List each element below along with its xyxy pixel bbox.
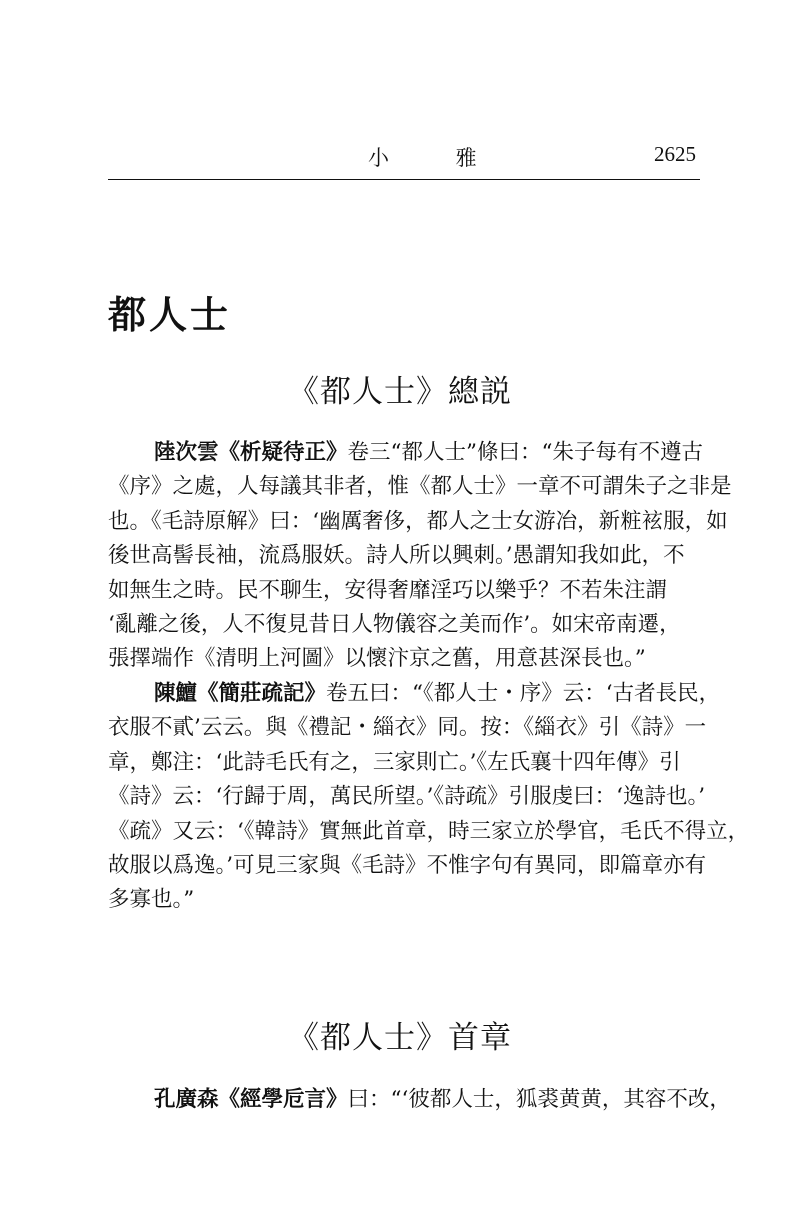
section-title-overview: 《都人士》總説 (288, 374, 512, 410)
text-line: 陸次雲《析疑待正》卷三“都人士”條曰：“朱子每有不遵古 (154, 440, 704, 465)
chapter-title: 都人士 (108, 293, 232, 337)
paragraph-lu-ciyun (108, 436, 732, 677)
header-rule (108, 179, 700, 180)
text-line: 孔廣森《經學卮言》曰：“‘彼都人士，狐裘黄黄，其容不改， (154, 1087, 731, 1112)
book-title: 《經學卮言》 (218, 1087, 348, 1112)
book-title: 《析疑待正》 (218, 440, 348, 465)
paragraph-kong-guangsen (108, 1083, 731, 1117)
text-line: 多寡也。” (108, 887, 195, 913)
text-line: 章，鄭注：‘此詩毛氏有之，三家則亡。’《左氏襄十四年傳》引 (108, 749, 681, 775)
author-name: 孔廣森 (154, 1087, 219, 1112)
text-line: 《詩》云：‘行歸于周，萬民所望。’《詩疏》引服虔曰：‘逸詩也。’ (108, 784, 706, 810)
paragraph-chen-zhan (108, 677, 750, 918)
text-line: 陳鱣《簡莊疏記》卷五曰：“《都人士・序》云：‘古者長民， (154, 681, 721, 706)
text-line: 也。《毛詩原解》曰：‘幽厲奢侈，都人之士女游冶，新粧袨服，如 (108, 508, 728, 534)
text-line: 《序》之處，人每議其非者，惟《都人士》一章不可謂朱子之非是 (108, 474, 732, 500)
text-line: 後世高髻長袖，流爲服妖。詩人所以興刺。’愚謂知我如此，不 (108, 543, 685, 569)
text-line: 故服以爲逸。’可見三家與《毛詩》不惟字句有異同，即篇章亦有 (108, 853, 707, 879)
page-number: 2625 (654, 142, 696, 166)
author-name: 陳鱣 (154, 681, 198, 706)
book-title: 《簡莊疏記》 (197, 681, 327, 706)
section-title-first-stanza: 《都人士》首章 (288, 1020, 512, 1056)
text-line: 衣服不貳’云云。與《禮記・緇衣》同。按：《緇衣》引《詩》一 (108, 715, 707, 741)
author-name: 陸次雲 (154, 440, 219, 465)
text-line: 《疏》又云：‘《韓詩》實無此首章，時三家立於學官，毛氏不得立， (108, 818, 750, 844)
running-header-title: 小 雅 (368, 146, 507, 170)
text-line: ‘亂離之後，人不復見昔日人物儀容之美而作’。如宋帝南遷， (108, 612, 681, 638)
text-line: 如無生之時。民不聊生，安得奢靡淫巧以樂乎？不若朱注謂 (108, 577, 668, 603)
running-header (108, 142, 700, 182)
text-line: 張擇端作《清明上河圖》以懷汴京之舊，用意甚深長也。” (108, 646, 646, 672)
